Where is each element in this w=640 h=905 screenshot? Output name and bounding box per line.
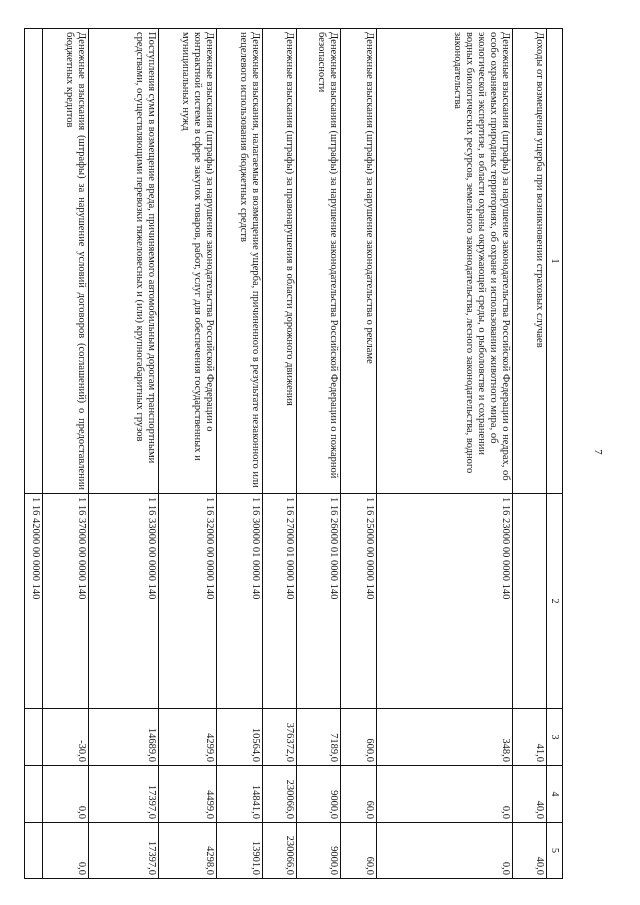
row-value-col3 bbox=[24, 709, 42, 766]
row-description: Поступления сумм в возмещение вреда, причиняемого автомобильным дорогам транспортными средствами, осуществляющими перевозки тяжеловесных и (или) крупногабаритных грузов bbox=[88, 29, 158, 494]
row-code: 1 16 30000 01 0000 140 bbox=[216, 494, 262, 709]
row-description: Денежные взыскания (штрафы) за нарушение законодательства Российской Федерации о пожарной безопасности bbox=[296, 29, 340, 494]
table-row bbox=[512, 29, 546, 879]
row-value-col3: 10564,0 bbox=[216, 709, 262, 766]
row-value-col4: 40,0 bbox=[512, 766, 546, 823]
rotated-table-inner bbox=[29, 28, 563, 878]
row-code: 1 16 42000 00 0000 140 bbox=[24, 494, 42, 709]
rotated-table-container bbox=[29, 28, 563, 878]
header-col-3: 3 bbox=[546, 709, 562, 766]
row-value-col3: 600,0 bbox=[340, 709, 376, 766]
row-value-col4: 230066,0 bbox=[262, 766, 296, 823]
header-col-5: 5 bbox=[546, 823, 562, 879]
row-value-col5: 0,0 bbox=[42, 823, 88, 879]
row-value-col3: 376372,0 bbox=[262, 709, 296, 766]
row-value-col5: 60,0 bbox=[340, 823, 376, 879]
row-code: 1 16 23000 00 0000 140 bbox=[376, 494, 512, 709]
row-value-col4 bbox=[24, 766, 42, 823]
row-code bbox=[512, 494, 546, 709]
row-description: Денежные взыскания (штрафы) за нарушение законодательства Российской Федерации о недрах, об особо охраняемых природных территориях, об охране и использовании животного мира, об экологической экспертизе, в области охраны окружающей среды, о рыболовстве и сохранении водных биологических ресурсов, земельного законодательства, лесного законодательства, водного законодательства bbox=[376, 29, 512, 494]
row-code: 1 16 32000 00 0000 140 bbox=[158, 494, 216, 709]
row-description: Денежные взыскания (штрафы) за нарушение законодательства о рекламе bbox=[340, 29, 376, 494]
row-value-col3: 41,0 bbox=[512, 709, 546, 766]
row-description: Денежные взыскания (штрафы) за нарушение законодательства Российской Федерации о контрактной системе в сфере закупок товаров, работ, услуг для обеспечения государственных и муниципальных нужд bbox=[158, 29, 216, 494]
table-header-row bbox=[546, 29, 562, 879]
header-col-2: 2 bbox=[546, 494, 562, 709]
row-value-col4: 9000,0 bbox=[296, 766, 340, 823]
row-value-col5: 40,0 bbox=[512, 823, 546, 879]
row-code: 1 16 27000 01 0000 140 bbox=[262, 494, 296, 709]
row-value-col4: 0,0 bbox=[42, 766, 88, 823]
row-value-col5: 0,0 bbox=[376, 823, 512, 879]
row-value-col4: 17397,0 bbox=[88, 766, 158, 823]
row-value-col4: 4499,0 bbox=[158, 766, 216, 823]
table-row bbox=[88, 29, 158, 879]
row-description bbox=[24, 29, 42, 494]
row-value-col3: 348,0 bbox=[376, 709, 512, 766]
row-description: Денежные взыскания (штрафы) за правонарушения в области дорожного движения bbox=[262, 29, 296, 494]
row-description: Денежные взыскания (штрафы) за нарушение условий договоров (соглашений) о предоставлении бюджетных кредитов bbox=[42, 29, 88, 494]
table-row bbox=[24, 29, 42, 879]
header-col-4: 4 bbox=[546, 766, 562, 823]
row-code: 1 16 26000 01 0000 140 bbox=[296, 494, 340, 709]
row-value-col5: 13901,0 bbox=[216, 823, 262, 879]
revenue-table bbox=[24, 28, 563, 879]
row-value-col5: 4298,0 bbox=[158, 823, 216, 879]
row-value-col5: 9000,0 bbox=[296, 823, 340, 879]
row-code: 1 16 33000 00 0000 140 bbox=[88, 494, 158, 709]
table-row bbox=[42, 29, 88, 879]
row-code: 1 16 37000 00 0000 140 bbox=[42, 494, 88, 709]
table-row bbox=[216, 29, 262, 879]
row-code: 1 16 25000 00 0000 140 bbox=[340, 494, 376, 709]
row-value-col3: 7189,0 bbox=[296, 709, 340, 766]
table-row bbox=[340, 29, 376, 879]
row-value-col5 bbox=[24, 823, 42, 879]
table-row bbox=[158, 29, 216, 879]
row-value-col3: -30,0 bbox=[42, 709, 88, 766]
row-description: Доходы от возмещения ущерба при возникновении страховых случаев bbox=[512, 29, 546, 494]
row-value-col5: 17397,0 bbox=[88, 823, 158, 879]
row-value-col4: 14841,0 bbox=[216, 766, 262, 823]
row-description: Денежные взыскания, налагаемые в возмещение ущерба, причиненного в результате незаконного или нецелевого использования бюджетных средств bbox=[216, 29, 262, 494]
page-number: 7 bbox=[592, 449, 604, 455]
row-value-col5: 230066,0 bbox=[262, 823, 296, 879]
table-row bbox=[296, 29, 340, 879]
row-value-col4: 60,0 bbox=[340, 766, 376, 823]
table-row bbox=[376, 29, 512, 879]
header-col-1: 1 bbox=[546, 29, 562, 494]
table-row bbox=[262, 29, 296, 879]
row-value-col3: 4299,0 bbox=[158, 709, 216, 766]
row-value-col3: 14689,0 bbox=[88, 709, 158, 766]
row-value-col4: 0,0 bbox=[376, 766, 512, 823]
